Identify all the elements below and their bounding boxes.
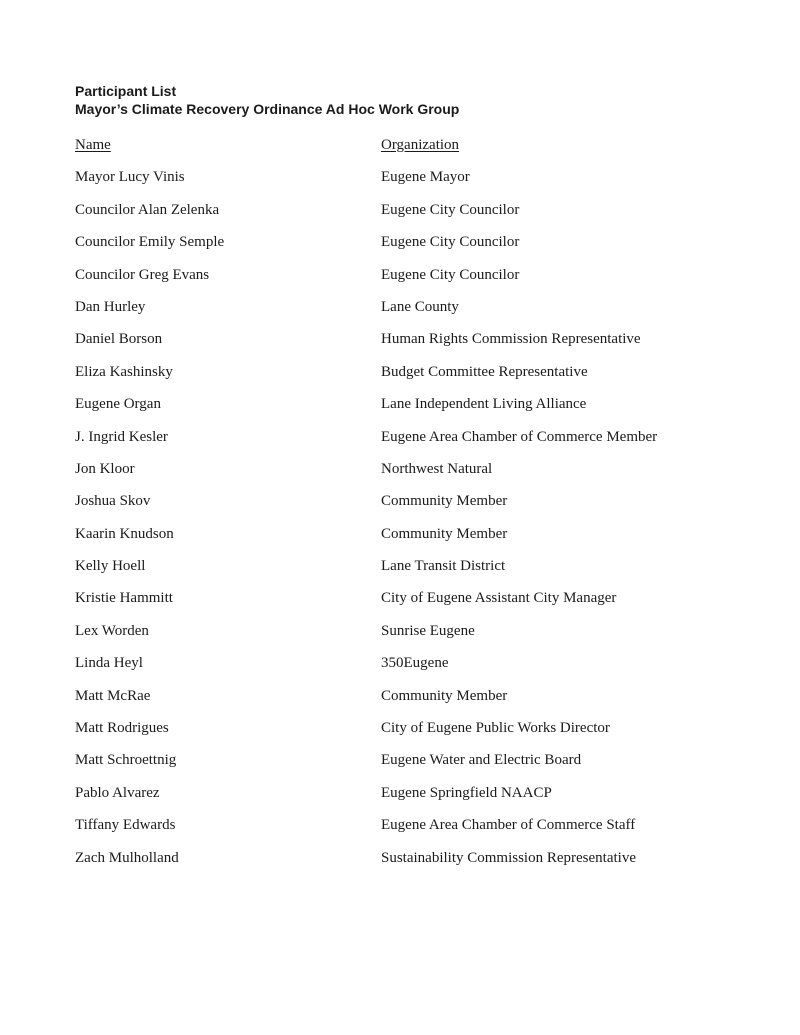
participant-organization: Eugene Water and Electric Board xyxy=(381,752,582,769)
participant-organization: Sustainability Commission Representative xyxy=(381,849,636,866)
table-row xyxy=(75,169,740,201)
participant-name: Kelly Hoell xyxy=(75,558,146,575)
participant-organization: Eugene Mayor xyxy=(381,169,470,186)
table-row xyxy=(75,396,740,428)
participant-name: Kristie Hammitt xyxy=(75,590,173,607)
participant-name: Matt Schroettnig xyxy=(75,752,177,769)
table-row xyxy=(75,267,740,299)
table-row xyxy=(75,785,740,817)
participant-organization: Lane Transit District xyxy=(381,558,506,575)
table-row xyxy=(75,655,740,687)
participant-organization: Budget Committee Representative xyxy=(381,363,588,380)
participant-name: Eugene Organ xyxy=(75,396,161,413)
column-header-organization: Organization xyxy=(381,137,460,153)
participant-name: Councilor Greg Evans xyxy=(75,266,210,283)
table-row xyxy=(75,331,740,363)
participant-organization: Human Rights Commission Representative xyxy=(381,331,641,348)
table-row xyxy=(75,461,740,493)
participant-name: Matt McRae xyxy=(75,687,151,704)
participant-organization: Eugene Area Chamber of Commerce Member xyxy=(381,428,658,445)
table-row xyxy=(75,299,740,331)
participant-organization: Community Member xyxy=(381,493,508,510)
participant-name: Councilor Alan Zelenka xyxy=(75,201,220,218)
participant-name: J. Ingrid Kesler xyxy=(75,428,168,445)
participant-name: Tiffany Edwards xyxy=(75,817,176,834)
table-row xyxy=(75,590,740,622)
participant-organization: Northwest Natural xyxy=(381,460,493,477)
participant-name: Linda Heyl xyxy=(75,655,143,672)
document-subtitle: Mayor’s Climate Recovery Ordinance Ad Hoc Work Group xyxy=(75,100,460,117)
table-row xyxy=(75,202,740,234)
participant-name: Councilor Emily Semple xyxy=(75,234,225,251)
participant-name: Jon Kloor xyxy=(75,460,135,477)
document-header xyxy=(75,83,740,118)
participant-name: Dan Hurley xyxy=(75,298,146,315)
participant-name: Daniel Borson xyxy=(75,331,163,348)
table-row xyxy=(75,364,740,396)
table-row xyxy=(75,429,740,461)
table-row xyxy=(75,623,740,655)
table-row xyxy=(75,493,740,525)
participant-organization: City of Eugene Assistant City Manager xyxy=(381,590,617,607)
participant-organization: City of Eugene Public Works Director xyxy=(381,720,610,737)
participant-name: Zach Mulholland xyxy=(75,849,179,866)
participant-name: Eliza Kashinsky xyxy=(75,363,173,380)
participant-name: Joshua Skov xyxy=(75,493,151,510)
participant-rows xyxy=(75,169,740,882)
table-row xyxy=(75,817,740,849)
table-row xyxy=(75,850,740,882)
table-row xyxy=(75,234,740,266)
table-row xyxy=(75,688,740,720)
participant-list xyxy=(75,137,740,882)
table-row xyxy=(75,526,740,558)
participant-name: Lex Worden xyxy=(75,622,149,639)
participant-organization: Eugene City Councilor xyxy=(381,234,520,251)
participant-organization: 350Eugene xyxy=(381,655,449,672)
document-title: Participant List xyxy=(75,83,177,99)
participant-organization: Lane Independent Living Alliance xyxy=(381,396,587,413)
participant-organization: Community Member xyxy=(381,525,508,542)
column-header-row xyxy=(75,137,740,169)
participant-organization: Lane County xyxy=(381,298,459,315)
participant-organization: Eugene Springfield NAACP xyxy=(381,784,552,801)
participant-organization: Eugene City Councilor xyxy=(381,266,520,283)
participant-name: Matt Rodrigues xyxy=(75,720,169,737)
participant-name: Mayor Lucy Vinis xyxy=(75,169,185,186)
column-header-name: Name xyxy=(75,137,111,153)
participant-name: Pablo Alvarez xyxy=(75,784,160,801)
participant-organization: Eugene Area Chamber of Commerce Staff xyxy=(381,817,636,834)
participant-organization: Eugene City Councilor xyxy=(381,201,520,218)
participant-organization: Community Member xyxy=(381,687,508,704)
table-row xyxy=(75,752,740,784)
participant-organization: Sunrise Eugene xyxy=(381,622,475,639)
table-row xyxy=(75,558,740,590)
table-row xyxy=(75,720,740,752)
participant-name: Kaarin Knudson xyxy=(75,525,174,542)
